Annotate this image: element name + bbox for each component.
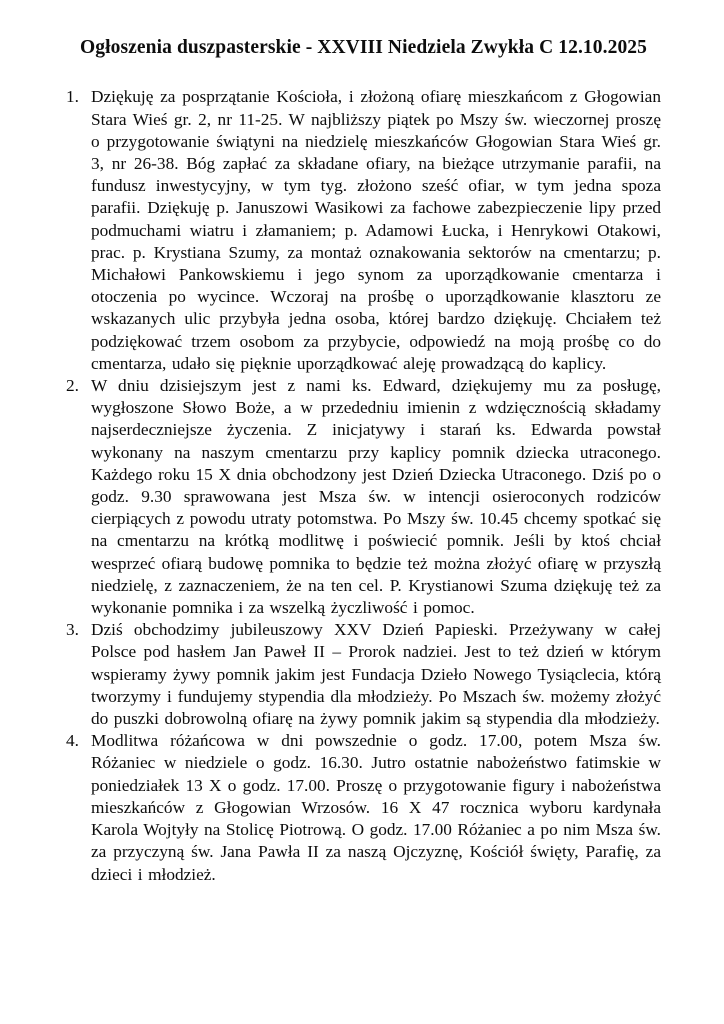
list-item: [66, 86, 661, 375]
item-text: Dziękuję za posprzątanie Kościoła, i złożoną ofiarę mieszkańcom z Głogowian Stara Wieś gr. 2, nr 11-25. W najbliższy piątek po Mszy św. wieczornej proszę o przygotowanie świątyni na niedzielę mieszkańców Głogowian Stara Wieś gr. 3, nr 26-38. Bóg zapłać za składane ofiary, na bieżące utrzymanie parafii, na fundusz inwestycyjny, w tym tyg. złożono sześć ofiar, w tym jedna spoza parafii. Dziękuję p. Januszowi Wasikowi za fachowe zabezpieczenie lipy przed podmuchami wiatru i złamaniem; p. Adamowi Łucka, i Henrykowi Otakowi, prac. p. Krystiana Szumy, za montaż oznakowania sektorów na cmentarzu; p. Michałowi Pankowskiemu i jego synom za uporządkowanie cmentarza i otoczenia po wycince. Wczoraj na prośbę o uporządkowanie klasztoru ze wskazanych ulic przybyła jedna osoba, której bardzo dziękuję. Chciałem też podziękować trzem osobom za przybycie, odpowiedź na moją prośbę co do cmentarza, udało się pięknie uporządkować aleję prowadzącą do kaplicy.: [91, 87, 661, 373]
list-item: [66, 375, 661, 619]
announcements-list: [66, 86, 661, 885]
item-text: W dniu dzisiejszym jest z nami ks. Edward, dziękujemy mu za posługę, wygłoszone Słowo Boże, a w przededniu imienin z wdzięcznością składamy najserdeczniejsze życzenia. Z inicjatywy i starań ks. Edwarda powstał wykonany na naszym cmentarzu przy kaplicy pomnik dziecka utraconego. Każdego roku 15 X dnia obchodzony jest Dzień Dziecka Utraconego. Dziś po o godz. 9.30 sprawowana jest Msza św. w intencji osieroconych rodziców cierpiących z powodu utraty potomstwa. Po Mszy św. 10.45 chcemy spotkać się na cmentarzu na krótką modlitwę i poświecić pomnik. Jeśli by ktoś chciał wesprzeć ofiarą budowę pomnika to będzie też można złożyć ofiarę w przyszłą niedzielę, z zaznaczeniem, że na ten cel. P. Krystianowi Szuma dziękuję też za wykonanie pomnika i za wszelką życzliwość i pomoc.: [91, 376, 661, 618]
item-number: 1.: [66, 87, 79, 107]
item-text: Modlitwa różańcowa w dni powszednie o godz. 17.00, potem Msza św. Różaniec w niedziele o godz. 16.30. Jutro ostatnie nabożeństwo fatimskie w poniedziałek 13 X o godz. 17.00. Proszę o przygotowanie figury i nabożeństwa mieszkańców z Głogowian Wrzosów. 16 X 47 rocznica wyboru kardynała Karola Wojtyły na Stolicę Piotrową. O godz. 17.00 Różaniec a po nim Msza św. za przyczyną św. Jana Pawła II za naszą Ojczyznę, Kościół święty, Parafię, za dzieci i młodzież.: [91, 731, 661, 884]
item-number: 3.: [66, 620, 79, 640]
document-title: Ogłoszenia duszpasterskie - XXVIII Niedziela Zwykła C 12.10.2025: [79, 37, 648, 58]
item-text: Dziś obchodzimy jubileuszowy XXV Dzień Papieski. Przeżywany w całej Polsce pod hasłem Jan Paweł II – Prorok nadziei. Jest to też dzień w którym wspieramy żywy pomnik jakim jest Fundacja Dzieło Nowego Tysiąclecia, którą tworzymy i fundujemy stypendia dla młodzieży. Po Mszach św. możemy złożyć do puszki dobrowolną ofiarę na żywy pomnik jakim są stypendia dla młodzieży.: [91, 620, 661, 729]
list-item: [66, 730, 661, 885]
list-item: [66, 619, 661, 730]
item-number: 4.: [66, 731, 79, 751]
item-number: 2.: [66, 376, 79, 396]
